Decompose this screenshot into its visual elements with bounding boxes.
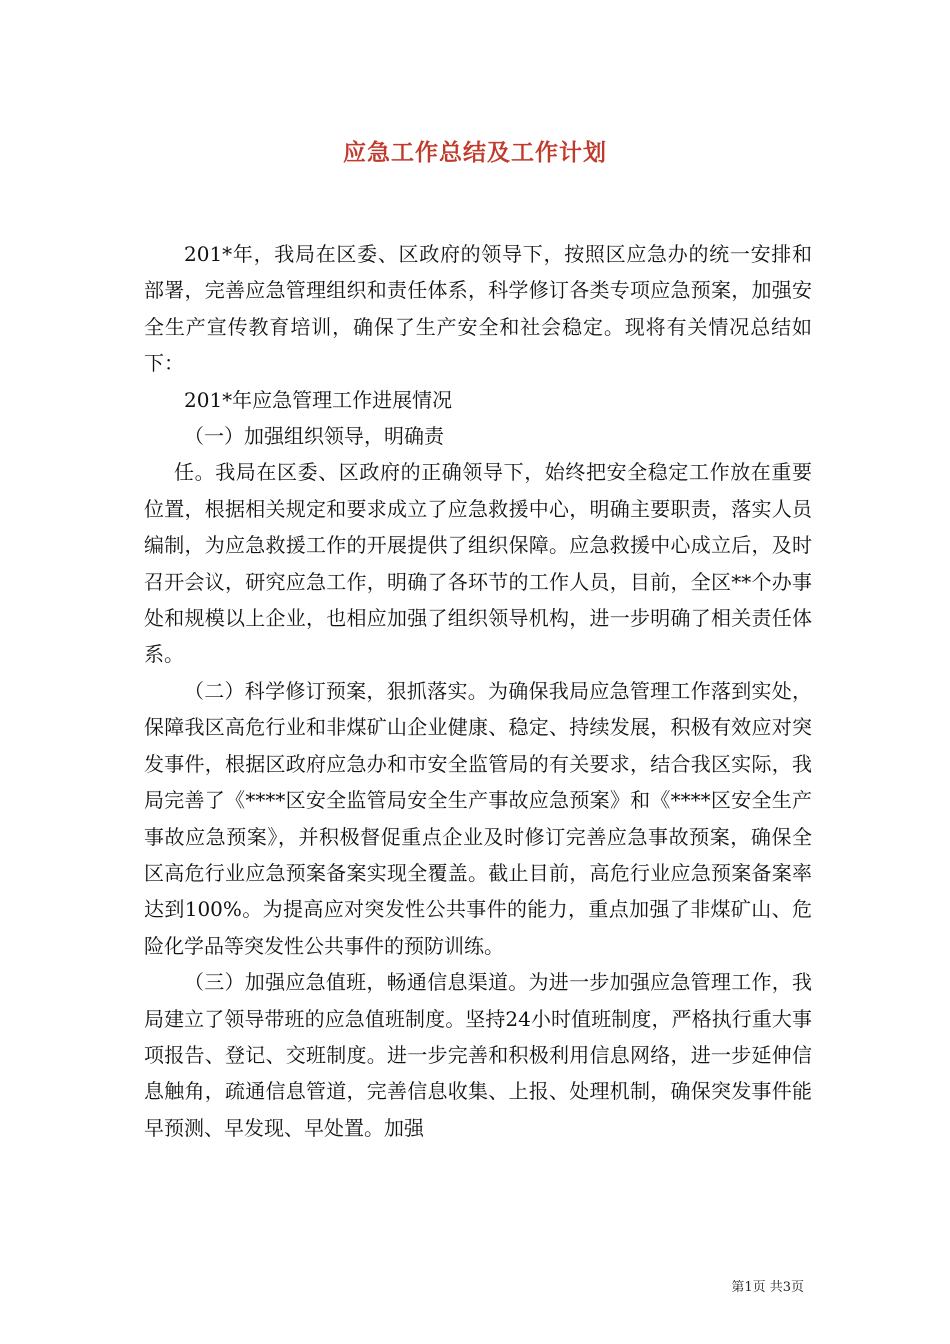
page-number: 第1页 共3页 bbox=[731, 1280, 804, 1295]
paragraph-plans: （二）科学修订预案，狠抓落实。为确保我局应急管理工作落到实处，保障我区高危行业和非煤矿山企业健康、稳定、持续发展，积极有效应对突发事件，根据区政府应急办和市安全监管局的有关要求，结合我区实际，我局完善了《****区安全监管局安全生产事故应急预案》和《****区安全生产事故应急预案》，并积极督促重点企业及时修订完善应急事故预案，确保全区高危行业应急预案备案实现全覆盖。截止目前，高危行业应急预案备案率达到100%。为提高应对突发性公共事件的能力，重点加强了非煤矿山、危险化学品等突发性公共事件的预防训练。 bbox=[144, 678, 812, 958]
paragraph-duty: （三）加强应急值班，畅通信息渠道。为进一步加强应急管理工作，我局建立了领导带班的应急值班制度。坚持24小时值班制度，严格执行重大事项报告、登记、交班制度。进一步完善和积极利用信息网络，进一步延伸信息触角，疏通信息管道，完善信息收集、上报、处理机制，确保突发事件能早预测、早发现、早处置。加强 bbox=[144, 970, 812, 1140]
paragraph-subheading-1: （一）加强组织领导，明确责 bbox=[184, 424, 444, 449]
paragraph-organization: 任。我局在区委、区政府的正确领导下，始终把安全稳定工作放在重要位置，根据相关规定和要求成立了应急救援中心，明确主要职责，落实人员编制，为应急救援工作的开展提供了组织保障。应急救援中心成立后，及时召开会议，研究应急工作，明确了各环节的工作人员，目前，全区**个办事处和规模以上企业，也相应加强了组织领导机构，进一步明确了相关责任体系。 bbox=[144, 460, 812, 667]
paragraph-intro: 201*年，我局在区委、区政府的领导下，按照区应急办的统一安排和部署，完善应急管理组织和责任体系，科学修订各类专项应急预案，加强安全生产宣传教育培训，确保了生产安全和社会稳定。现将有关情况总结如下： bbox=[144, 242, 812, 376]
paragraph-section-heading: 201*年应急管理工作进展情况 bbox=[184, 387, 453, 412]
document-body bbox=[144, 236, 812, 1146]
document-title: 应急工作总结及工作计划 bbox=[343, 139, 607, 166]
